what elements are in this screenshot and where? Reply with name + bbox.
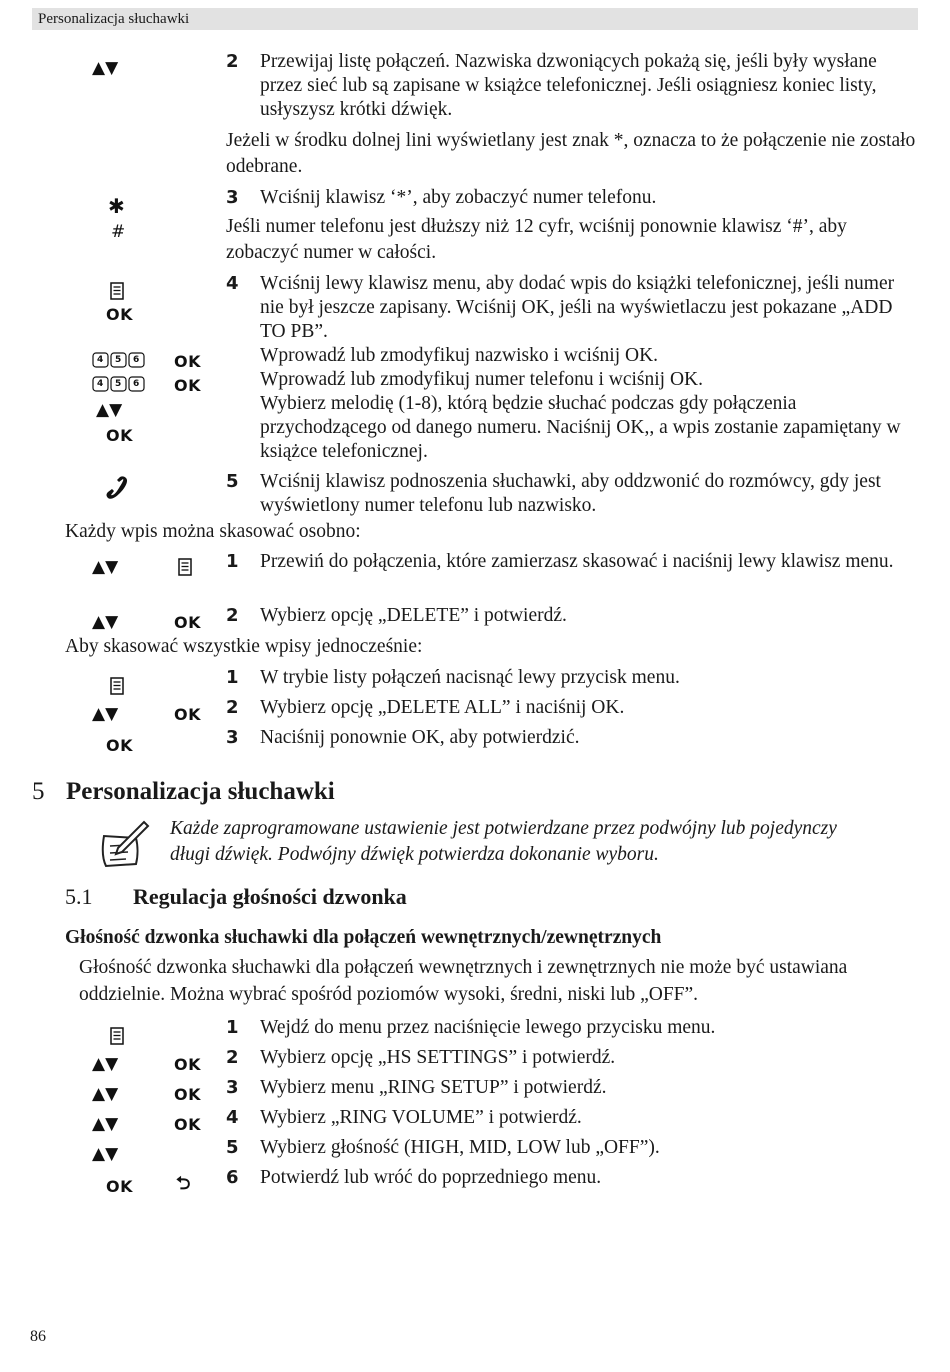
instruction-line: Wprowadź lub zmodyfikuj numer telefonu i wciśnij OK. (260, 369, 703, 390)
step-number: 5 (226, 1137, 239, 1158)
step-text: Potwierdź lub wróć do poprzedniego menu. (260, 1167, 602, 1188)
svg-text:6: 6 (133, 379, 140, 389)
step-number: 2 (226, 605, 239, 626)
svg-text:4: 4 (97, 355, 104, 365)
up-down-arrows-icon: ▲▼ (92, 58, 119, 78)
up-down-arrows-icon: ▲▼ (92, 1114, 119, 1134)
paragraph: Jeżeli w środku dolnej lini wyświetlany jest znak *, oznacza to że połączenie nie zostało odebrane. (226, 130, 916, 177)
step-number: 2 (226, 1047, 239, 1068)
subheading: Głośność dzwonka słuchawki dla połączeń wewnętrznych/zewnętrznych (65, 927, 662, 948)
step-number: 1 (226, 551, 239, 572)
section-number: 5 (32, 778, 45, 805)
step-number: 4 (226, 273, 239, 294)
step-number: 1 (226, 1017, 239, 1038)
svg-text:5: 5 (115, 379, 122, 389)
page-header (32, 8, 918, 30)
paragraph: Jeśli numer telefonu jest dłuższy niż 12 cyfr, wciśnij ponownie klawisz ‘#’, aby zobaczyć numer w całości. (226, 216, 847, 263)
step-text: Wybierz menu „RING SETUP” i potwierdź. (260, 1077, 607, 1098)
up-down-arrows-icon: ▲▼ (96, 400, 123, 420)
step-text: Przewiń do połączenia, które zamierzasz skasować i naciśnij lewy klawisz menu. (260, 551, 894, 572)
section-intro: Aby skasować wszystkie wpisy jednocześnie: (65, 636, 423, 657)
ok-key-icon: OK (106, 1177, 133, 1196)
step-number: 2 (226, 697, 239, 718)
step-text: Wybierz „RING VOLUME” i potwierdź. (260, 1107, 582, 1128)
ok-key-icon: OK (106, 736, 133, 755)
up-down-arrows-icon: ▲▼ (92, 1054, 119, 1074)
step-number: 6 (226, 1167, 239, 1188)
hash-key-icon: # (111, 222, 126, 242)
up-down-arrows-icon: ▲▼ (92, 1084, 119, 1104)
ok-key-icon: OK (174, 352, 201, 371)
ok-key-icon: OK (106, 426, 133, 445)
instruction-line: Wprowadź lub zmodyfikuj nazwisko i wciśnij OK. (260, 345, 659, 366)
menu-key-icon (110, 282, 124, 305)
step-text: W trybie listy połączeń nacisnąć lewy przycisk menu. (260, 667, 680, 688)
ok-key-icon: OK (174, 1055, 201, 1074)
section-intro: Każdy wpis można skasować osobno: (65, 521, 361, 542)
menu-key-icon (178, 558, 192, 581)
step-text: Wejdź do menu przez naciśnięcie lewego przycisku menu. (260, 1017, 716, 1038)
note-text: Każde zaprogramowane ustawienie jest potwierdzane przez podwójny lub pojedynczy długi dźwięk. Podwójny dźwięk potwierdza dokonanie wyboru. (170, 818, 837, 865)
ok-key-icon: OK (174, 613, 201, 632)
step-number: 3 (226, 187, 239, 208)
subsection-heading (65, 884, 407, 910)
svg-text:6: 6 (133, 355, 140, 365)
step-number: 1 (226, 667, 239, 688)
step-text: Wybierz opcję „HS SETTINGS” i potwierdź. (260, 1047, 616, 1068)
subsection-title: Regulacja głośności dzwonka (133, 884, 407, 909)
step-text: Przewijaj listę połączeń. Nazwiska dzwoniących pokażą się, jeśli były wysłane przez sieć lub są zapisane w książce telefonicznej. Jeśli osiągniesz koniec listy, usłyszysz krótki dźwięk. (260, 51, 877, 120)
step-number: 3 (226, 727, 239, 748)
ok-key-icon: OK (174, 1085, 201, 1104)
header-title: Personalizacja słuchawki (38, 11, 190, 27)
ok-key-icon: OK (174, 376, 201, 395)
step-number: 2 (226, 51, 239, 72)
star-key-icon: ✱ (108, 194, 125, 218)
step-text: Wybierz głośność (HIGH, MID, LOW lub „OFF”). (260, 1137, 660, 1158)
ok-key-icon: OK (174, 705, 201, 724)
ok-key-icon: OK (174, 1115, 201, 1134)
page-number: 86 (30, 1328, 46, 1345)
step-number: 5 (226, 471, 239, 492)
body-paragraph: Głośność dzwonka słuchawki dla połączeń wewnętrznych i zewnętrznych nie może być ustawiana oddzielnie. Można wybrać spośród poziomów wysoki, średni, niski lub „OFF”. (79, 957, 848, 1005)
menu-key-icon (110, 677, 124, 700)
up-down-arrows-icon: ▲▼ (92, 1144, 119, 1164)
step-text: Wybierz opcję „DELETE ALL” i naciśnij OK. (260, 697, 625, 718)
instruction-line: Wybierz melodię (1-8), którą będzie słuchać podczas gdy połączenia przychodzącego od danego numeru. Naciśnij OK,, a wpis zostanie zapamiętany w książce telefonicznej. (260, 393, 901, 462)
step-text: Wciśnij lewy klawisz menu, aby dodać wpis do książki telefonicznej, jeśli numer nie był jeszcze zapisany. Wciśnij OK, jeśli na wyświetlaczu jest pokazane „ADD TO PB”. (260, 273, 895, 342)
subsection-number: 5.1 (65, 884, 93, 909)
menu-key-icon (110, 1027, 124, 1050)
note-pencil-icon (98, 818, 152, 877)
phone-handset-icon (104, 476, 130, 507)
svg-text:5: 5 (115, 355, 122, 365)
section-title: Personalizacja słuchawki (66, 778, 335, 805)
step-text: Wybierz opcję „DELETE” i potwierdź. (260, 605, 567, 626)
step-text: Wciśnij klawisz ‘*’, aby zobaczyć numer telefonu. (260, 187, 657, 208)
keypad-icon (92, 376, 146, 397)
up-down-arrows-icon: ▲▼ (92, 557, 119, 577)
ok-key-icon: OK (106, 305, 133, 324)
back-arrow-icon: ⮌ (176, 1173, 191, 1194)
step-text: Naciśnij ponownie OK, aby potwierdzić. (260, 727, 580, 748)
svg-text:4: 4 (97, 379, 104, 389)
keypad-icon (92, 352, 146, 373)
section-heading (32, 778, 335, 806)
step-text: Wciśnij klawisz podnoszenia słuchawki, aby oddzwonić do rozmówcy, gdy jest wyświetlony numer telefonu lub nazwisko. (260, 471, 881, 516)
up-down-arrows-icon: ▲▼ (92, 704, 119, 724)
step-number: 3 (226, 1077, 239, 1098)
step-number: 4 (226, 1107, 239, 1128)
up-down-arrows-icon: ▲▼ (92, 612, 119, 632)
